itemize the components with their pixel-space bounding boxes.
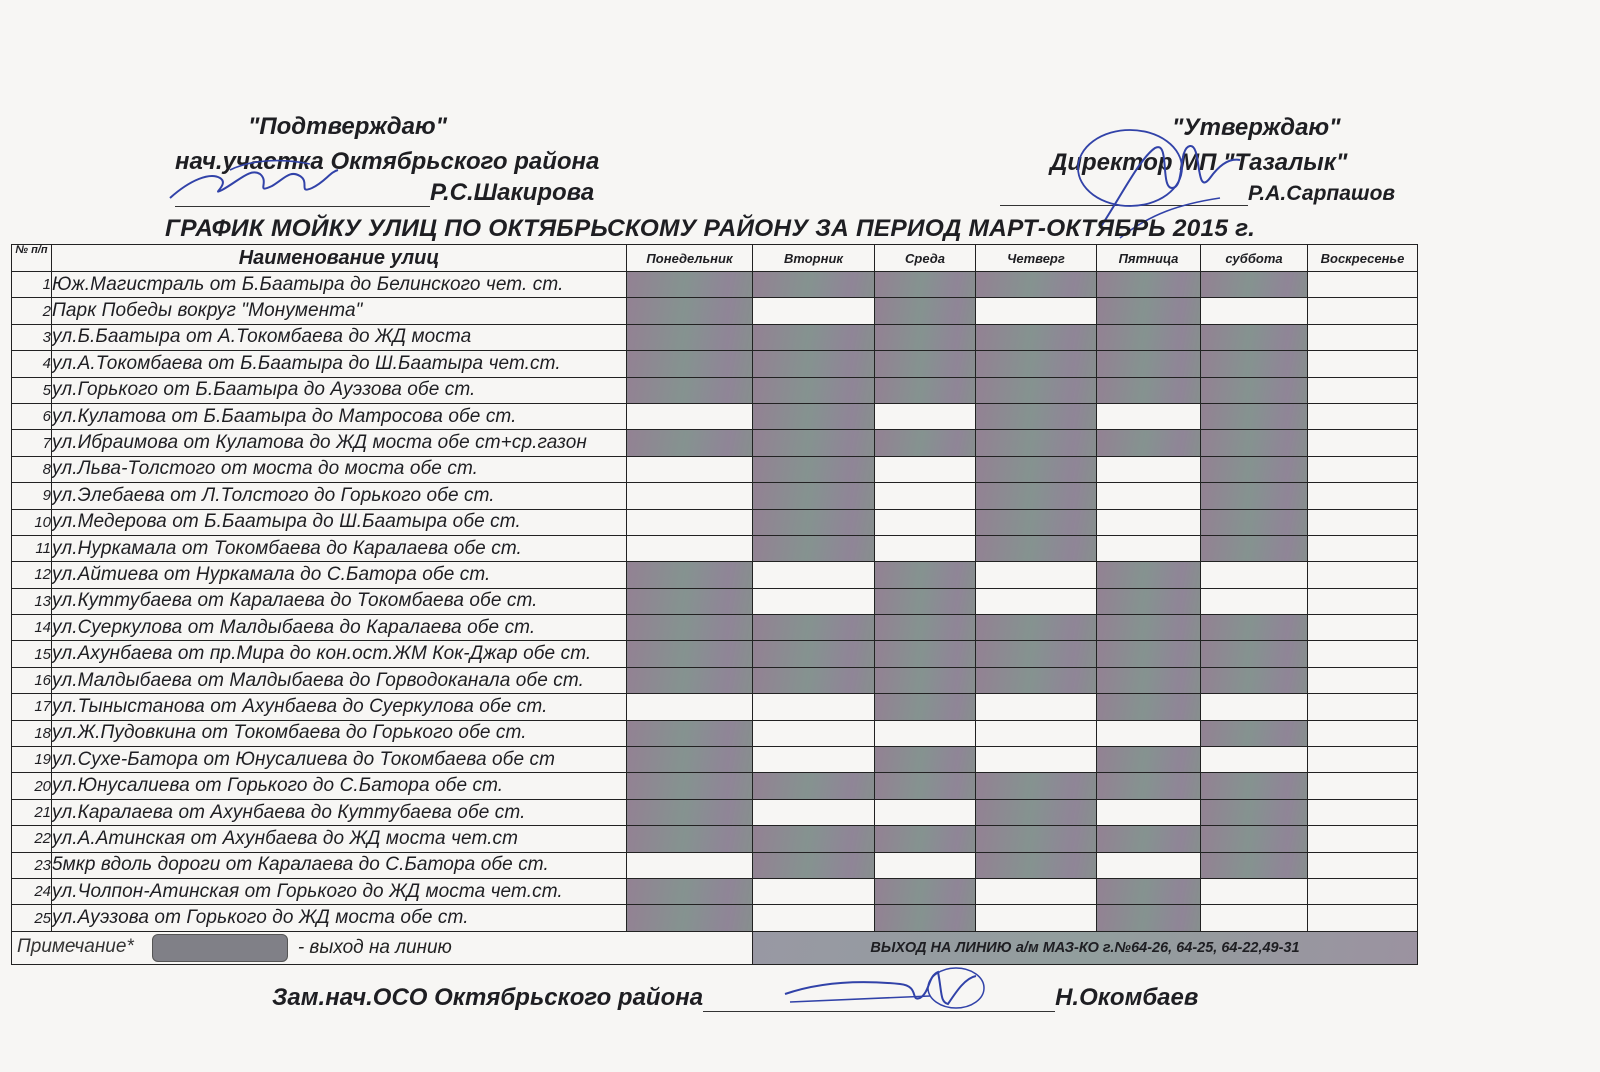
column-header-number: № п/п — [12, 245, 52, 272]
table-row — [12, 694, 1418, 720]
row-number: 20 — [12, 773, 52, 799]
street-name: ул.Ауэзова от Горького до ЖД моста обе ст. — [52, 905, 627, 931]
schedule-cell-active — [753, 535, 875, 561]
schedule-cell-empty — [875, 852, 976, 878]
schedule-cell-active — [753, 324, 875, 350]
schedule-cell-empty — [1308, 456, 1418, 482]
schedule-cell-empty — [1097, 483, 1201, 509]
schedule-cell-active — [753, 483, 875, 509]
schedule-cell-empty — [875, 456, 976, 482]
street-name: ул.Юнусалиева от Горького до С.Батора обе ст. — [52, 773, 627, 799]
row-number: 1 — [12, 272, 52, 298]
vehicle-exit-note: ВЫХОД НА ЛИНИЮ а/м МАЗ-КО г.№64-26, 64-25, 64-22,49-31 — [753, 931, 1418, 964]
schedule-cell-active — [976, 272, 1097, 298]
street-name: ул.Каралаева от Ахунбаева до Куттубаева обе ст. — [52, 799, 627, 825]
schedule-cell-active — [875, 615, 976, 641]
schedule-cell-empty — [1201, 905, 1308, 931]
schedule-cell-active — [976, 799, 1097, 825]
schedule-cell-active — [627, 351, 753, 377]
schedule-cell-empty — [1308, 878, 1418, 904]
column-header-day: Четверг — [976, 245, 1097, 272]
schedule-cell-active — [1201, 852, 1308, 878]
row-number: 6 — [12, 403, 52, 429]
schedule-cell-active — [753, 509, 875, 535]
table-row — [12, 377, 1418, 403]
schedule-cell-active — [1097, 272, 1201, 298]
schedule-cell-empty — [1097, 852, 1201, 878]
footer-name: Н.Окомбаев — [1055, 984, 1199, 1011]
schedule-cell-active — [976, 377, 1097, 403]
schedule-cell-active — [1201, 641, 1308, 667]
schedule-cell-active — [753, 456, 875, 482]
table-row — [12, 773, 1418, 799]
schedule-cell-active — [875, 351, 976, 377]
schedule-cell-active — [875, 826, 976, 852]
schedule-cell-active — [1201, 826, 1308, 852]
schedule-cell-empty — [1308, 403, 1418, 429]
schedule-cell-active — [753, 852, 875, 878]
schedule-cell-active — [1097, 324, 1201, 350]
schedule-cell-active — [753, 377, 875, 403]
footer-signature-underline — [703, 1011, 1055, 1012]
schedule-cell-active — [976, 535, 1097, 561]
schedule-cell-active — [1201, 403, 1308, 429]
row-number: 7 — [12, 430, 52, 456]
row-number: 14 — [12, 615, 52, 641]
table-row — [12, 562, 1418, 588]
schedule-cell-active — [627, 272, 753, 298]
schedule-cell-empty — [875, 483, 976, 509]
row-number: 11 — [12, 535, 52, 561]
schedule-cell-empty — [1097, 535, 1201, 561]
street-name: ул.Нуркамала от Токомбаева до Каралаева обе ст. — [52, 535, 627, 561]
column-header-day: Пятница — [1097, 245, 1201, 272]
table-row — [12, 641, 1418, 667]
schedule-cell-active — [1097, 747, 1201, 773]
schedule-cell-empty — [1097, 720, 1201, 746]
table-row — [12, 456, 1418, 482]
table-row — [12, 747, 1418, 773]
table-row — [12, 298, 1418, 324]
schedule-cell-empty — [1097, 509, 1201, 535]
street-name: ул.Элебаева от Л.Толстого до Горького обе ст. — [52, 483, 627, 509]
schedule-cell-active — [976, 773, 1097, 799]
row-number: 23 — [12, 852, 52, 878]
schedule-cell-active — [627, 641, 753, 667]
column-header-day: Вторник — [753, 245, 875, 272]
schedule-cell-empty — [1308, 298, 1418, 324]
schedule-cell-active — [627, 562, 753, 588]
table-row — [12, 430, 1418, 456]
schedule-cell-active — [1097, 615, 1201, 641]
schedule-cell-active — [1097, 878, 1201, 904]
schedule-cell-empty — [1308, 509, 1418, 535]
schedule-cell-active — [1097, 377, 1201, 403]
schedule-cell-empty — [753, 298, 875, 324]
schedule-cell-active — [875, 562, 976, 588]
schedule-cell-empty — [1308, 826, 1418, 852]
row-number: 22 — [12, 826, 52, 852]
schedule-cell-active — [875, 641, 976, 667]
schedule-cell-empty — [627, 483, 753, 509]
schedule-cell-empty — [976, 588, 1097, 614]
schedule-cell-empty — [1201, 562, 1308, 588]
schedule-cell-empty — [753, 562, 875, 588]
schedule-cell-active — [1097, 588, 1201, 614]
legend-row — [12, 931, 1418, 964]
approve-position: Директор МП "Тазалык" — [1050, 149, 1348, 176]
schedule-cell-empty — [1308, 377, 1418, 403]
schedule-cell-active — [627, 720, 753, 746]
schedule-cell-empty — [627, 456, 753, 482]
schedule-cell-active — [875, 298, 976, 324]
schedule-cell-active — [627, 377, 753, 403]
schedule-cell-active — [753, 351, 875, 377]
schedule-cell-active — [976, 403, 1097, 429]
street-name: 5мкр вдоль дороги от Каралаева до С.Батора обе ст. — [52, 852, 627, 878]
schedule-cell-active — [1097, 667, 1201, 693]
table-row — [12, 588, 1418, 614]
table-row — [12, 272, 1418, 298]
schedule-cell-active — [976, 667, 1097, 693]
schedule-cell-active — [1201, 667, 1308, 693]
schedule-cell-empty — [627, 535, 753, 561]
schedule-cell-empty — [753, 588, 875, 614]
table-row — [12, 509, 1418, 535]
schedule-cell-empty — [753, 747, 875, 773]
schedule-cell-empty — [1308, 694, 1418, 720]
row-number: 25 — [12, 905, 52, 931]
schedule-cell-active — [875, 667, 976, 693]
street-name: ул.А.Токомбаева от Б.Баатыра до Ш.Баатыра чет.ст. — [52, 351, 627, 377]
row-number: 3 — [12, 324, 52, 350]
schedule-cell-empty — [976, 747, 1097, 773]
schedule-cell-active — [1201, 351, 1308, 377]
schedule-cell-active — [976, 615, 1097, 641]
street-name: ул.Тыныстанова от Ахунбаева до Суеркулова обе ст. — [52, 694, 627, 720]
schedule-cell-empty — [976, 905, 1097, 931]
schedule-cell-active — [1201, 456, 1308, 482]
schedule-cell-active — [976, 483, 1097, 509]
schedule-cell-empty — [976, 694, 1097, 720]
schedule-cell-active — [1201, 377, 1308, 403]
schedule-cell-active — [1097, 641, 1201, 667]
schedule-cell-empty — [1308, 747, 1418, 773]
schedule-cell-empty — [1097, 799, 1201, 825]
schedule-cell-empty — [1308, 588, 1418, 614]
schedule-cell-empty — [1308, 905, 1418, 931]
schedule-cell-active — [875, 430, 976, 456]
schedule-cell-empty — [875, 509, 976, 535]
schedule-cell-empty — [1201, 588, 1308, 614]
street-name: Парк Победы вокруг "Монумента" — [52, 298, 627, 324]
schedule-cell-active — [1201, 509, 1308, 535]
schedule-cell-active — [875, 272, 976, 298]
schedule-cell-active — [1097, 826, 1201, 852]
street-name: ул.Медерова от Б.Баатыра до Ш.Баатыра обе ст. — [52, 509, 627, 535]
street-name: ул.Куттубаева от Каралаева до Токомбаева обе ст. — [52, 588, 627, 614]
street-name: ул.Сухе-Батора от Юнусалиева до Токомбаева обе ст — [52, 747, 627, 773]
street-name: ул.Ахунбаева от пр.Мира до кон.ост.ЖМ Кок-Джар обе ст. — [52, 641, 627, 667]
column-header-day: Среда — [875, 245, 976, 272]
table-row — [12, 799, 1418, 825]
table-row — [12, 720, 1418, 746]
schedule-cell-active — [627, 430, 753, 456]
schedule-cell-empty — [627, 509, 753, 535]
schedule-cell-empty — [1308, 535, 1418, 561]
schedule-cell-empty — [753, 878, 875, 904]
street-name: ул.Льва-Толстого от моста до моста обе ст. — [52, 456, 627, 482]
row-number: 19 — [12, 747, 52, 773]
schedule-cell-active — [1201, 272, 1308, 298]
confirm-signature-line — [175, 206, 430, 207]
footer-signature-line — [272, 984, 1198, 1012]
schedule-cell-active — [875, 377, 976, 403]
table-row — [12, 351, 1418, 377]
street-name: ул.А.Атинская от Ахунбаева до ЖД моста чет.ст — [52, 826, 627, 852]
table-row — [12, 878, 1418, 904]
confirm-position: нач.участка Октябрьского района — [175, 148, 600, 175]
schedule-cell-empty — [1201, 747, 1308, 773]
schedule-cell-empty — [627, 694, 753, 720]
table-row — [12, 615, 1418, 641]
table-row — [12, 324, 1418, 350]
schedule-cell-active — [627, 298, 753, 324]
schedule-cell-active — [627, 588, 753, 614]
schedule-cell-active — [976, 852, 1097, 878]
schedule-cell-active — [875, 905, 976, 931]
schedule-cell-empty — [976, 298, 1097, 324]
schedule-cell-empty — [1097, 456, 1201, 482]
schedule-cell-active — [976, 641, 1097, 667]
table-row — [12, 905, 1418, 931]
schedule-cell-active — [976, 456, 1097, 482]
street-name: ул.Малдыбаева от Малдыбаева до Горводоканала обе ст. — [52, 667, 627, 693]
street-name: ул.Чолпон-Атинская от Горького до ЖД моста чет.ст. — [52, 878, 627, 904]
schedule-body — [12, 272, 1418, 932]
schedule-cell-active — [875, 588, 976, 614]
street-name: ул.Кулатова от Б.Баатыра до Матросова обе ст. — [52, 403, 627, 429]
street-name: ул.Ж.Пудовкина от Токомбаева до Горького обе ст. — [52, 720, 627, 746]
schedule-cell-active — [1201, 720, 1308, 746]
schedule-cell-empty — [753, 799, 875, 825]
schedule-cell-active — [976, 430, 1097, 456]
schedule-cell-empty — [1097, 403, 1201, 429]
approve-heading: "Утверждаю" — [1172, 114, 1341, 141]
schedule-cell-active — [1201, 535, 1308, 561]
schedule-cell-empty — [1201, 694, 1308, 720]
street-name: ул.Айтиева от Нуркамала до С.Батора обе ст. — [52, 562, 627, 588]
row-number: 8 — [12, 456, 52, 482]
schedule-cell-empty — [875, 535, 976, 561]
schedule-cell-empty — [1201, 298, 1308, 324]
schedule-cell-active — [976, 509, 1097, 535]
schedule-cell-active — [1097, 905, 1201, 931]
row-number: 13 — [12, 588, 52, 614]
schedule-cell-active — [753, 641, 875, 667]
confirm-name-line — [175, 179, 594, 207]
table-row — [12, 535, 1418, 561]
schedule-cell-active — [753, 826, 875, 852]
row-number: 5 — [12, 377, 52, 403]
row-number: 4 — [12, 351, 52, 377]
column-header-street: Наименование улиц — [52, 245, 627, 272]
approve-signature-line — [1000, 205, 1248, 206]
table-row — [12, 667, 1418, 693]
schedule-cell-empty — [627, 852, 753, 878]
legend-swatch — [152, 934, 288, 962]
schedule-cell-active — [976, 826, 1097, 852]
schedule-cell-active — [1201, 324, 1308, 350]
schedule-cell-active — [875, 878, 976, 904]
schedule-cell-empty — [875, 403, 976, 429]
note-label: Примечание* — [17, 936, 134, 957]
table-row — [12, 403, 1418, 429]
schedule-cell-active — [753, 272, 875, 298]
schedule-cell-active — [753, 403, 875, 429]
schedule-cell-active — [875, 324, 976, 350]
schedule-cell-active — [627, 615, 753, 641]
schedule-cell-active — [1097, 351, 1201, 377]
schedule-cell-active — [627, 905, 753, 931]
schedule-table — [11, 244, 1418, 965]
footer-position: Зам.нач.ОСО Октябрьского района — [272, 984, 704, 1011]
schedule-cell-empty — [1308, 852, 1418, 878]
schedule-cell-empty — [753, 720, 875, 746]
street-name: ул.Горького от Б.Баатыра до Ауэзова обе ст. — [52, 377, 627, 403]
street-name: ул.Суеркулова от Малдыбаева до Каралаева обе ст. — [52, 615, 627, 641]
street-name: Юж.Магистраль от Б.Баатыра до Белинского чет. ст. — [52, 272, 627, 298]
legend-cell — [12, 931, 753, 964]
schedule-cell-active — [1201, 430, 1308, 456]
table-header-row — [12, 245, 1418, 272]
schedule-cell-empty — [976, 720, 1097, 746]
row-number: 12 — [12, 562, 52, 588]
row-number: 9 — [12, 483, 52, 509]
column-header-day: Воскресенье — [1308, 245, 1418, 272]
schedule-cell-empty — [1308, 773, 1418, 799]
schedule-cell-active — [1097, 773, 1201, 799]
schedule-cell-empty — [753, 905, 875, 931]
column-header-day: Понедельник — [627, 245, 753, 272]
row-number: 18 — [12, 720, 52, 746]
schedule-cell-empty — [1308, 351, 1418, 377]
schedule-cell-empty — [1308, 799, 1418, 825]
row-number: 24 — [12, 878, 52, 904]
schedule-cell-empty — [1308, 641, 1418, 667]
street-name: ул.Ибраимова от Кулатова до ЖД моста обе ст+ср.газон — [52, 430, 627, 456]
schedule-cell-active — [976, 324, 1097, 350]
schedule-cell-active — [1201, 799, 1308, 825]
schedule-cell-active — [875, 773, 976, 799]
row-number: 17 — [12, 694, 52, 720]
row-number: 15 — [12, 641, 52, 667]
schedule-cell-empty — [976, 878, 1097, 904]
schedule-cell-active — [753, 615, 875, 641]
legend-text: - выход на линию — [297, 936, 452, 958]
schedule-cell-active — [1097, 298, 1201, 324]
schedule-cell-active — [627, 747, 753, 773]
approve-name-line — [1000, 182, 1395, 206]
schedule-cell-empty — [627, 403, 753, 429]
schedule-cell-active — [1097, 430, 1201, 456]
row-number: 16 — [12, 667, 52, 693]
page-title: ГРАФИК МОЙКУ УЛИЦ ПО ОКТЯБРЬСКОМУ РАЙОНУ ЗА ПЕРИОД МАРТ-ОКТЯБРЬ 2015 г. — [165, 215, 1256, 242]
schedule-cell-empty — [1201, 878, 1308, 904]
schedule-cell-active — [875, 747, 976, 773]
schedule-cell-empty — [1308, 483, 1418, 509]
table-row — [12, 826, 1418, 852]
table-row — [12, 483, 1418, 509]
schedule-cell-active — [627, 324, 753, 350]
schedule-cell-active — [1097, 562, 1201, 588]
schedule-cell-empty — [1308, 430, 1418, 456]
schedule-cell-active — [753, 773, 875, 799]
column-header-day: суббота — [1201, 245, 1308, 272]
street-name: ул.Б.Баатыра от А.Токомбаева до ЖД моста — [52, 324, 627, 350]
schedule-cell-active — [753, 430, 875, 456]
confirm-name: Р.С.Шакирова — [430, 179, 595, 206]
schedule-cell-empty — [1308, 324, 1418, 350]
schedule-cell-active — [627, 667, 753, 693]
row-number: 10 — [12, 509, 52, 535]
confirm-heading: "Подтверждаю" — [248, 113, 448, 140]
schedule-cell-active — [976, 351, 1097, 377]
schedule-cell-active — [1201, 773, 1308, 799]
schedule-cell-empty — [976, 562, 1097, 588]
schedule-cell-active — [753, 667, 875, 693]
schedule-cell-empty — [1308, 615, 1418, 641]
schedule-cell-active — [627, 773, 753, 799]
schedule-cell-empty — [875, 720, 976, 746]
schedule-cell-empty — [875, 799, 976, 825]
schedule-cell-empty — [1308, 720, 1418, 746]
schedule-cell-active — [875, 694, 976, 720]
schedule-cell-active — [627, 826, 753, 852]
row-number: 2 — [12, 298, 52, 324]
schedule-cell-active — [1201, 615, 1308, 641]
table-row — [12, 852, 1418, 878]
row-number: 21 — [12, 799, 52, 825]
schedule-cell-active — [627, 799, 753, 825]
schedule-cell-active — [627, 878, 753, 904]
schedule-cell-active — [1201, 483, 1308, 509]
schedule-cell-empty — [1308, 272, 1418, 298]
schedule-cell-active — [1097, 694, 1201, 720]
schedule-cell-empty — [1308, 562, 1418, 588]
schedule-cell-empty — [753, 694, 875, 720]
approve-name: Р.А.Сарпашов — [1248, 182, 1396, 205]
schedule-cell-empty — [1308, 667, 1418, 693]
